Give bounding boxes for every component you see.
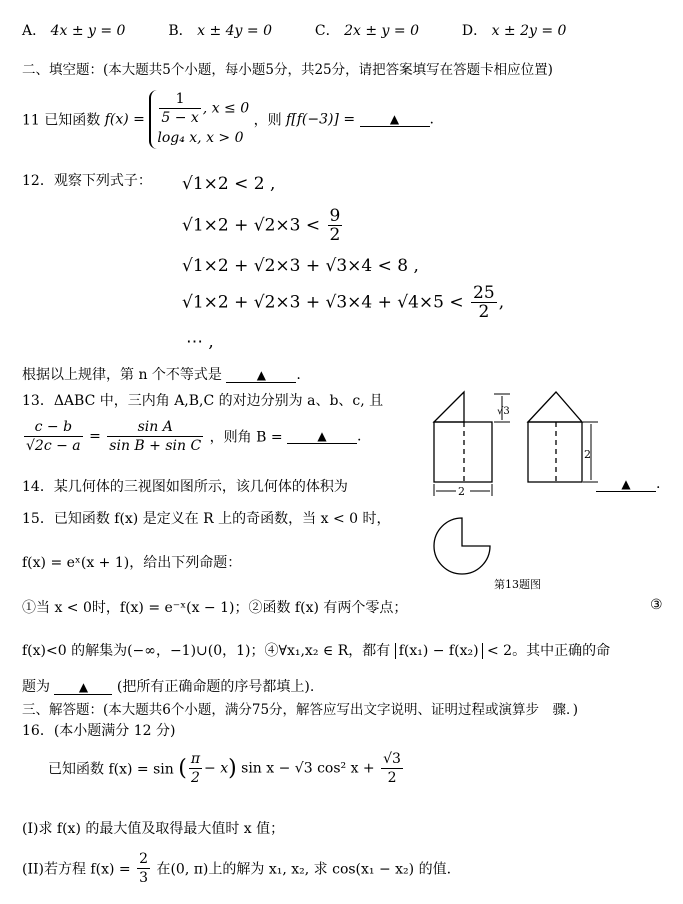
q13-num2: sin A <box>107 418 203 437</box>
option-d-expr: x ± 2y = 0 <box>491 23 567 39</box>
q15-line4 <box>22 640 610 660</box>
label-width-2: 2 <box>458 485 465 498</box>
q12-row4 <box>182 284 504 321</box>
top-view <box>434 518 490 574</box>
option-c-label: C． <box>314 23 340 39</box>
q15-line4-text: f(x)<0 的解集为(−∞，−1)∪(0，1)；④∀x₁,x₂ ∈ R，都有 <box>22 643 391 659</box>
q14-answer-blank: ▲ <box>596 477 656 492</box>
q15-line5-post: (把所有正确命题的序号都填上). <box>116 679 315 695</box>
q12-row3: √1×2 + √2×3 + √3×4 < 8 , <box>182 256 419 276</box>
q12-rule <box>22 364 301 384</box>
q16-pi-den: 2 <box>190 770 200 786</box>
q14-end: . <box>656 476 661 492</box>
q16-part2-pre: (II)若方程 f(x) = <box>22 861 131 878</box>
q12-dots: ⋯ , <box>186 332 214 352</box>
q12-rule-text: 根据以上规律，第 n 个不等式是 <box>22 367 222 383</box>
section-3-heading: 三、解答题：(本大题共6个小题，满分75分，解答应写出文字说明、证明过程或演算步 骤．) <box>22 702 579 718</box>
q15-line3: ①当 x < 0时，f(x) = e⁻ˣ(x − 1)；②函数 f(x) 有两个零点； <box>22 600 408 616</box>
q11-end: . <box>429 111 434 128</box>
q11-case1-frac <box>159 90 200 127</box>
q16-s3-den: 2 <box>387 770 397 786</box>
q16-part2-den: 3 <box>139 870 148 886</box>
q13-answer-blank: ▲ <box>287 429 357 444</box>
front-view <box>434 392 492 482</box>
option-c-expr: 2x ± y = 0 <box>344 23 419 39</box>
q11-expr: f[f(−3)] = <box>286 111 356 128</box>
q16-part2-post: 在(0, π)上的解为 x₁, x₂, 求 cos(x₁ − x₂) 的值. <box>156 861 452 878</box>
side-view <box>528 392 582 482</box>
q13-den1: √2c − a <box>26 438 81 454</box>
q11 <box>22 90 434 149</box>
q15-abs: f(x₁) − f(x₂) <box>395 643 483 659</box>
q11-case2: log₄ x, x > 0 <box>157 130 244 146</box>
q15-circle3: ③ <box>650 597 663 613</box>
q12-row4-end: , <box>498 292 505 313</box>
q12-row4-lhs: √1×2 + √2×3 + √3×4 + √4×5 < <box>182 292 464 313</box>
q12-row2-lhs: √1×2 + √2×3 < <box>182 215 321 236</box>
q12-row2-num: 9 <box>329 206 341 226</box>
q13-end: . <box>357 428 362 445</box>
q14-text: 14．某几何体的三视图如图所示，该几何体的体积为 <box>22 479 348 495</box>
q11-prefix: 11 已知函数 <box>22 112 101 129</box>
q13-ask: ，则角 B = <box>209 429 283 446</box>
q12-row1: √1×2 < 2 , <box>182 174 276 194</box>
q14 <box>22 476 348 496</box>
q11-case1-num: 1 <box>159 90 200 109</box>
q16-pi-num: π <box>190 751 201 767</box>
q11-fx: f(x) = <box>104 111 145 128</box>
q13-frac1 <box>24 418 83 455</box>
q15-line4-end: < 2。其中正确的命 <box>487 643 611 659</box>
q12-row4-num: 25 <box>473 283 495 303</box>
q12-row2 <box>182 207 344 244</box>
q13-prefix: 13．ΔABC 中，三内角 A,B,C 的对边分别为 a、b、c, 且 <box>22 393 384 409</box>
section-2-heading: 二、填空题：(本大题共5个小题，每小题5分，共25分，请把答案填写在答题卡相应位置) <box>22 62 553 78</box>
q12-answer-blank: ▲ <box>226 368 296 383</box>
q15-answer-blank: ▲ <box>54 680 112 695</box>
q12-row4-den: 2 <box>478 302 490 322</box>
q12-prefix: 12．观察下列式子： <box>22 173 152 189</box>
q11-case1-cond: , x ≤ 0 <box>202 100 250 117</box>
q16-part2 <box>22 850 451 887</box>
option-b-expr: x ± 4y = 0 <box>197 23 273 39</box>
q16-title: 16．(本小题满分 12 分) <box>22 723 176 739</box>
q15-line1: 15．已知函数 f(x) 是定义在 R 上的奇函数，当 x < 0 时， <box>22 511 391 527</box>
q13-eq: = <box>89 428 101 445</box>
q16-s3-frac <box>381 750 403 787</box>
option-a-expr: 4x ± y = 0 <box>50 23 126 39</box>
label-height-2: 2 <box>584 448 591 461</box>
q11-ask: ，则 <box>253 112 282 129</box>
q15-line5 <box>22 676 314 696</box>
q13-num1: c − b <box>24 418 83 437</box>
q15-line2: f(x) = eˣ(x + 1)，给出下列命题： <box>22 555 242 571</box>
q16-part2-frac <box>137 850 150 887</box>
q16-after: sin x − √3 cos² x + <box>241 760 375 777</box>
q13-den2: sin B + sin C <box>109 438 202 454</box>
q12-end: . <box>296 367 301 383</box>
three-view-figure <box>420 388 620 600</box>
option-d-label: D． <box>461 23 488 39</box>
q12-row2-den: 2 <box>329 225 341 245</box>
q11-case1-den: 5 − x <box>161 110 199 126</box>
q13-frac2 <box>107 418 203 455</box>
q16-part1: (I)求 f(x) 的最大值及取得最大值时 x 值； <box>22 821 285 837</box>
q16-given-text: 已知函数 f(x) = sin <box>48 761 174 778</box>
q11-piecewise <box>149 90 249 149</box>
q16-pi-rest: − x <box>204 760 229 777</box>
q16-part2-num: 2 <box>139 851 148 867</box>
option-b-label: B． <box>168 23 193 39</box>
figure-caption: 第13题图 <box>494 578 541 591</box>
q12-row2-frac <box>328 207 343 244</box>
q11-answer-blank: ▲ <box>360 112 430 127</box>
option-a-label: A． <box>22 23 47 39</box>
q15-line5-pre: 题为 <box>22 679 50 695</box>
q16-pi-frac <box>189 750 202 787</box>
q12-row4-frac <box>471 284 497 321</box>
label-sqrt3: √3 <box>497 406 510 417</box>
q13-formula <box>22 418 361 455</box>
q10-options <box>22 20 566 40</box>
q16-s3-num: √3 <box>383 751 401 767</box>
q16-given: 已知函数 f(x) = sin ( $\frac{\pi}{2}$ − x) sin x − √3 cos² x + $\frac{√3}{2}$ <box>48 751 401 786</box>
